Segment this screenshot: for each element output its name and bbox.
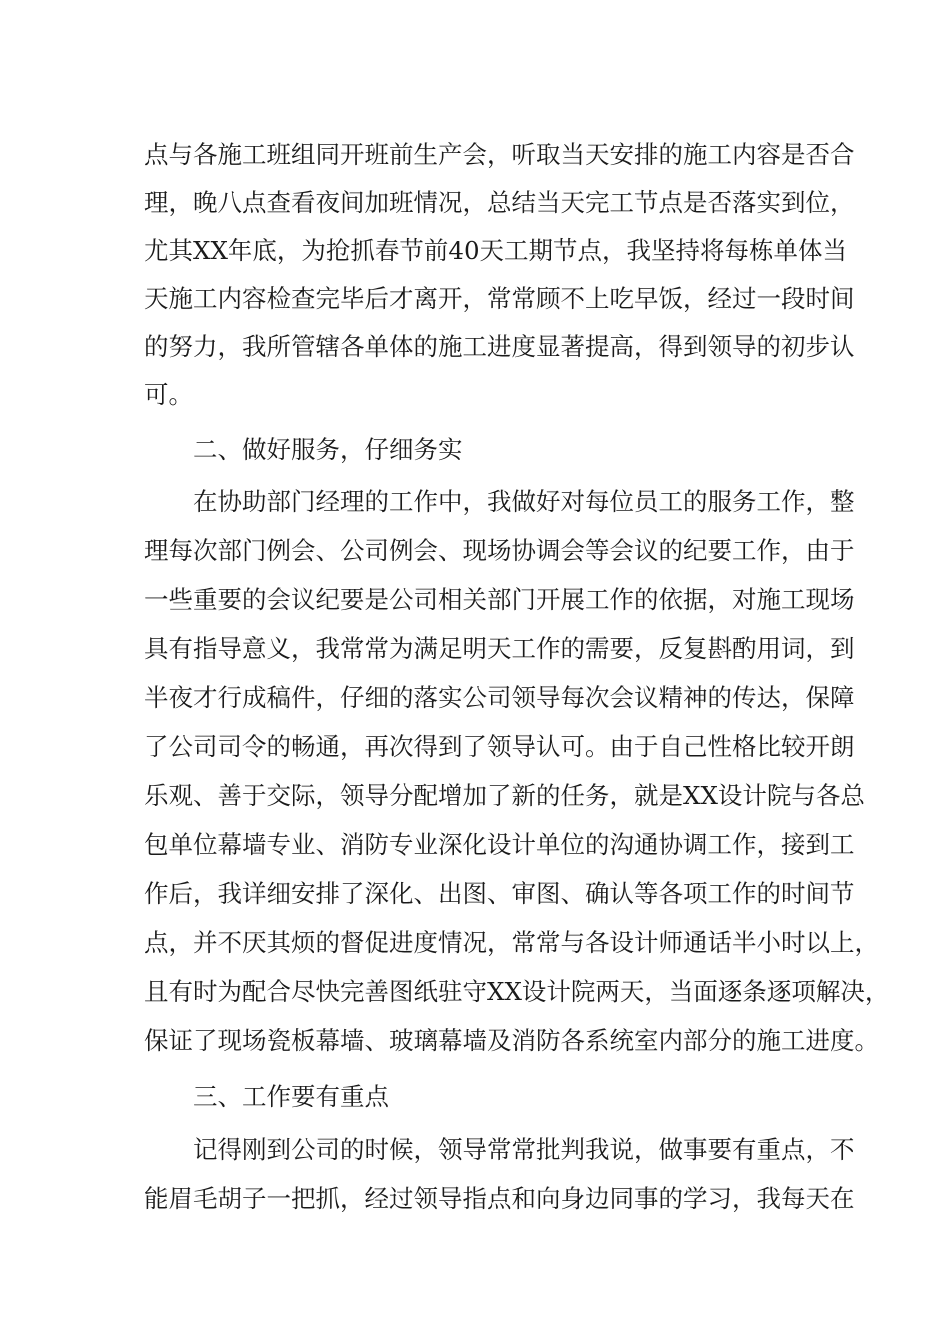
paragraph-line: 理，晚八点查看夜间加班情况，总结当天完工节点是否落实到位， [144, 188, 855, 217]
paragraph-line: 半夜才行成稿件，仔细的落实公司领导每次会议精神的传达，保障 [144, 683, 855, 712]
paragraph-line: 理每次部门例会、公司例会、现场协调会等会议的纪要工作，由于 [144, 536, 855, 565]
paragraph-line: 记得刚到公司的时候，领导常常批判我说，做事要有重点，不 [193, 1135, 855, 1164]
paragraph-line: 点，并不厌其烦的督促进度情况，常常与各设计师通话半小时以上， [144, 928, 879, 957]
paragraph-line: 包单位幕墙专业、消防专业深化设计单位的沟通协调工作，接到工 [144, 830, 855, 859]
paragraph-line: 作后，我详细安排了深化、出图、审图、确认等各项工作的时间节 [144, 879, 855, 908]
paragraph-line: 且有时为配合尽快完善图纸驻守XX设计院两天，当面逐条逐项解决， [144, 977, 890, 1006]
paragraph-line: 的努力，我所管辖各单体的施工进度显著提高，得到领导的初步认 [144, 332, 855, 361]
paragraph-line: 可。 [144, 380, 193, 409]
paragraph-line: 乐观、善于交际，领导分配增加了新的任务，就是XX设计院与各总 [144, 781, 865, 810]
paragraph-line: 在协助部门经理的工作中，我做好对每位员工的服务工作，整 [193, 487, 855, 516]
section-heading: 二、做好服务，仔细务实 [193, 435, 463, 464]
paragraph-line: 尤其XX年底，为抢抓春节前40天工期节点，我坚持将每栋单体当 [144, 236, 848, 265]
paragraph-line: 了公司司令的畅通，再次得到了领导认可。由于自己性格比较开朗 [144, 732, 855, 761]
paragraph-line: 天施工内容检查完毕后才离开，常常顾不上吃早饭，经过一段时间 [144, 284, 855, 313]
section-heading: 三、工作要有重点 [193, 1082, 389, 1111]
paragraph-line: 能眉毛胡子一把抓，经过领导指点和向身边同事的学习，我每天在 [144, 1184, 855, 1213]
paragraph-line: 一些重要的会议纪要是公司相关部门开展工作的依据，对施工现场 [144, 585, 855, 614]
paragraph-line: 点与各施工班组同开班前生产会，听取当天安排的施工内容是否合 [144, 140, 855, 169]
paragraph-line: 具有指导意义，我常常为满足明天工作的需要，反复斟酌用词，到 [144, 634, 855, 663]
paragraph-line: 保证了现场瓷板幕墙、玻璃幕墙及消防各系统室内部分的施工进度。 [144, 1026, 879, 1055]
